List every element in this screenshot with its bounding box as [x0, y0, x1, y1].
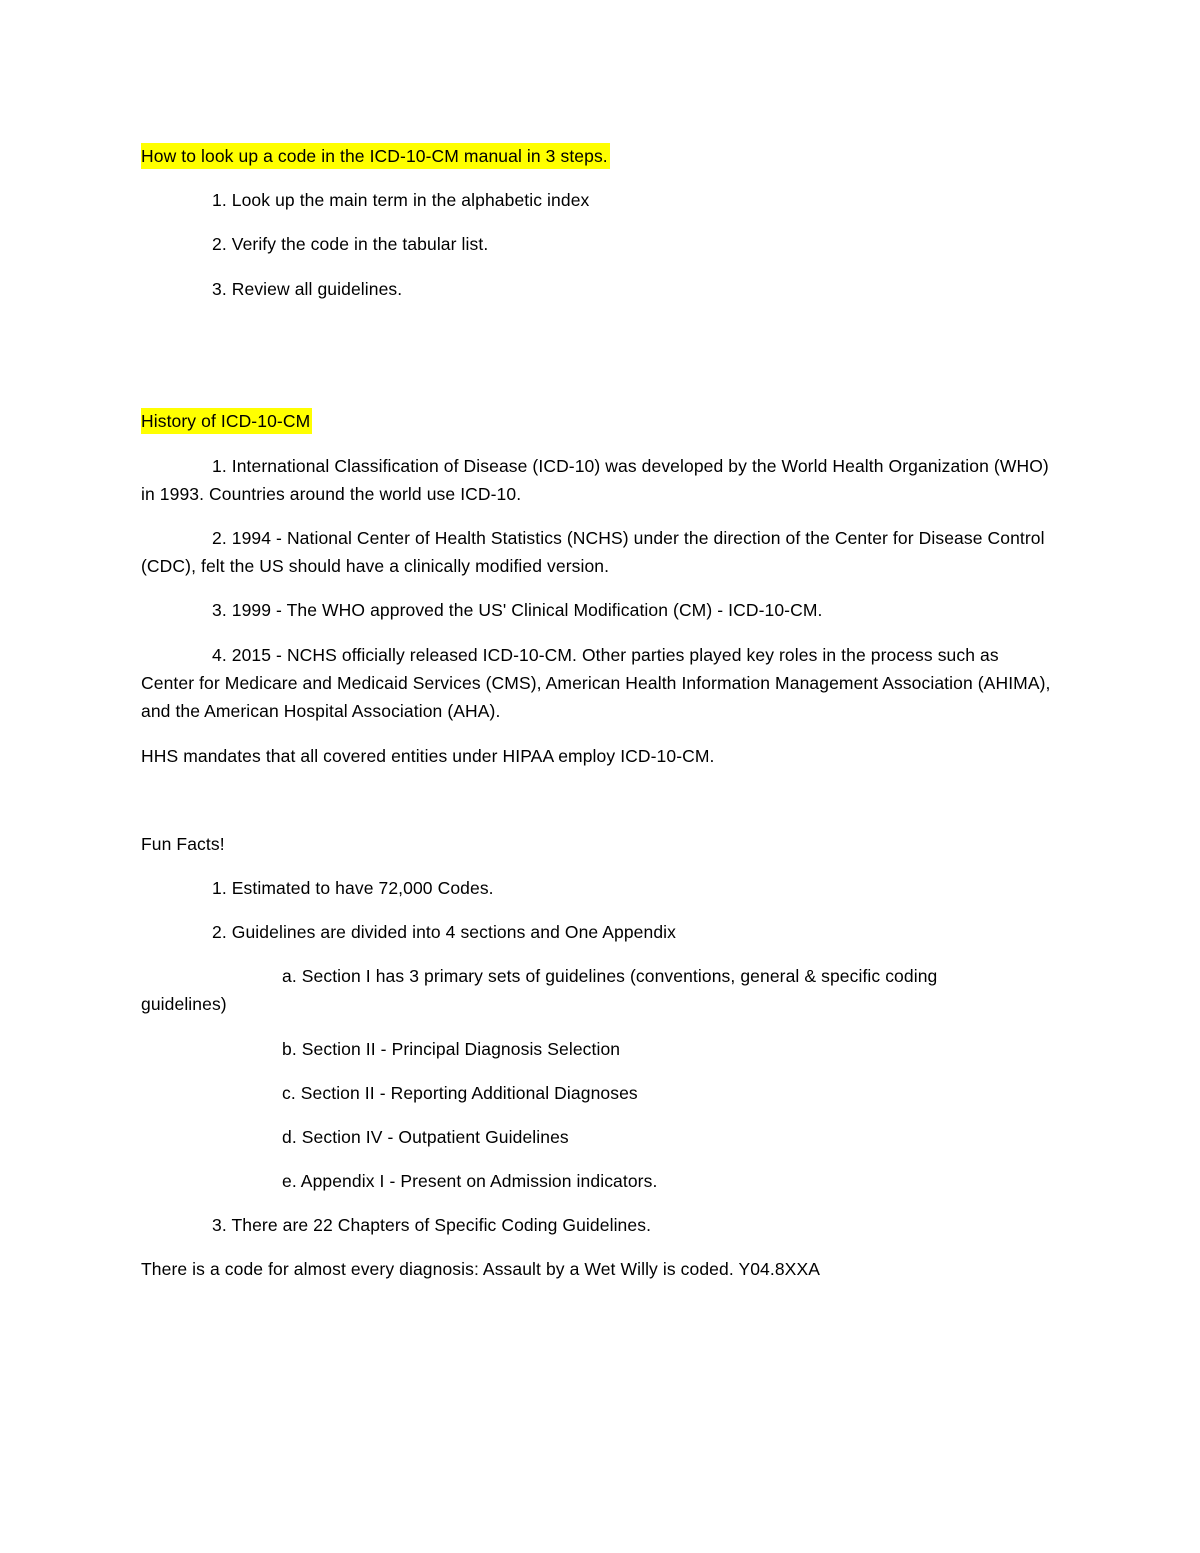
fun-fact-1: 1. Estimated to have 72,000 Codes. — [212, 878, 494, 898]
highlighted-heading-text: How to look up a code in the ICD-10-CM manual in 3 steps. — [141, 143, 610, 169]
guideline-subitem-e: e. Appendix I - Present on Admission indicators. — [282, 1171, 658, 1191]
section-heading-history — [141, 407, 312, 435]
history-item-2: 2. 1994 - National Center of Health Statistics (NCHS) under the direction of the Center for Disease Control (CDC), felt the US should have a clinically modified version. — [141, 528, 1045, 576]
history-item-3: 3. 1999 - The WHO approved the US' Clinical Modification (CM) - ICD-10-CM. — [212, 600, 823, 620]
fun-fact-3: 3. There are 22 Chapters of Specific Coding Guidelines. — [212, 1215, 652, 1235]
section-heading-fun-facts: Fun Facts! — [141, 834, 225, 854]
history-item-1: 1. International Classification of Disease (ICD-10) was developed by the World Health Organization (WHO) in 1993. Countries around the world use ICD-10. — [141, 456, 1049, 504]
fun-fact-2: 2. Guidelines are divided into 4 sections and One Appendix — [212, 922, 677, 942]
history-item-4: 4. 2015 - NCHS officially released ICD-10-CM. Other parties played key roles in the process such as Center for Medicare and Medicaid Services (CMS), American Health Information Management Association (AHIMA), and the American Hospital Association (AHA). — [141, 645, 1051, 721]
guideline-subitem-a: a. Section I has 3 primary sets of guidelines (conventions, general & specific coding guidelines) — [141, 966, 938, 1014]
guideline-subitem-c: c. Section II - Reporting Additional Diagnoses — [282, 1083, 638, 1103]
lookup-step-2: 2. Verify the code in the tabular list. — [212, 234, 489, 254]
guideline-subitem-b: b. Section II - Principal Diagnosis Selection — [282, 1039, 621, 1059]
lookup-step-1: 1. Look up the main term in the alphabetic index — [212, 190, 590, 210]
section-heading-lookup — [141, 142, 610, 170]
guideline-subitem-d: d. Section IV - Outpatient Guidelines — [282, 1127, 569, 1147]
highlighted-heading-text: History of ICD-10-CM — [141, 408, 312, 434]
lookup-step-3: 3. Review all guidelines. — [212, 279, 403, 299]
fun-facts-note: There is a code for almost every diagnosis: Assault by a Wet Willy is coded. Y04.8XXA — [141, 1259, 821, 1279]
history-note: HHS mandates that all covered entities under HIPAA employ ICD-10-CM. — [141, 746, 715, 766]
